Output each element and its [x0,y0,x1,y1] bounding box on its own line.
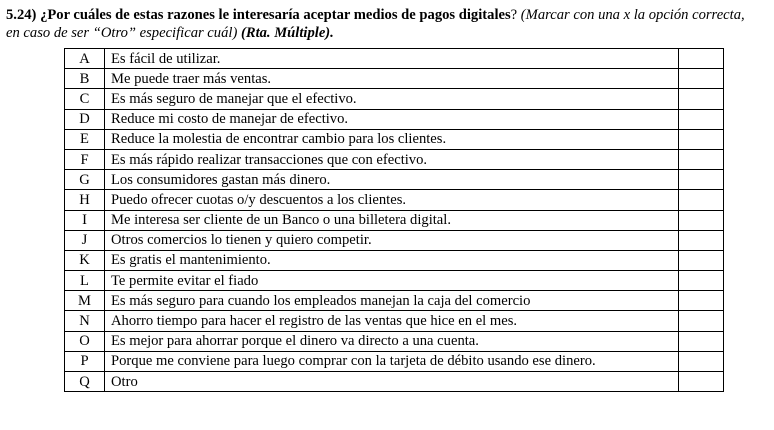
option-mark-cell[interactable] [679,69,724,89]
option-mark-cell[interactable] [679,109,724,129]
option-row [65,69,724,89]
option-row [65,170,724,190]
option-text: Reduce la molestia de encontrar cambio para los clientes. [105,129,679,149]
option-mark-cell[interactable] [679,331,724,351]
option-row [65,210,724,230]
option-text: Me puede traer más ventas. [105,69,679,89]
option-text: Ahorro tiempo para hacer el registro de las ventas que hice en el mes. [105,311,679,331]
option-mark-cell[interactable] [679,271,724,291]
option-row [65,89,724,109]
option-text: Porque me conviene para luego comprar con la tarjeta de débito usando ese dinero. [105,351,679,371]
option-text: Es más seguro de manejar que el efectivo. [105,89,679,109]
option-row [65,149,724,169]
option-text: Puedo ofrecer cuotas o/y descuentos a los clientes. [105,190,679,210]
option-letter: E [65,129,105,149]
option-mark-cell[interactable] [679,230,724,250]
option-letter: O [65,331,105,351]
option-letter: J [65,230,105,250]
option-row [65,311,724,331]
option-row [65,129,724,149]
option-text: Reduce mi costo de manejar de efectivo. [105,109,679,129]
option-text: Es gratis el mantenimiento. [105,250,679,270]
option-letter: A [65,49,105,69]
question-instructions: (Marcar con una x la opción correcta, en caso de ser “Otro” especificar cuál) [6,7,745,41]
option-mark-cell[interactable] [679,129,724,149]
option-mark-cell[interactable] [679,351,724,371]
option-row [65,372,724,392]
option-row [65,49,724,69]
option-row [65,250,724,270]
option-letter: P [65,351,105,371]
option-letter: B [65,69,105,89]
options-table [64,48,724,392]
option-letter: K [65,250,105,270]
option-letter: N [65,311,105,331]
option-mark-cell[interactable] [679,89,724,109]
option-row [65,230,724,250]
option-text: Me interesa ser cliente de un Banco o una billetera digital. [105,210,679,230]
option-letter: G [65,170,105,190]
option-text: Es fácil de utilizar. [105,49,679,69]
question-heading [6,6,746,42]
option-mark-cell[interactable] [679,170,724,190]
option-mark-cell[interactable] [679,49,724,69]
option-mark-cell[interactable] [679,149,724,169]
option-letter: H [65,190,105,210]
option-text: Otro [105,372,679,392]
multiple-answer-note: (Rta. Múltiple). [240,25,334,41]
option-row [65,351,724,371]
option-mark-cell[interactable] [679,372,724,392]
option-mark-cell[interactable] [679,291,724,311]
option-letter: C [65,89,105,109]
option-letter: F [65,149,105,169]
option-mark-cell[interactable] [679,311,724,331]
option-letter: Q [65,372,105,392]
option-text: Los consumidores gastan más dinero. [105,170,679,190]
option-text: Es más seguro para cuando los empleados manejan la caja del comercio [105,291,679,311]
option-row [65,190,724,210]
option-row [65,331,724,351]
question-mark: ? [510,7,518,23]
option-text: Es más rápido realizar transacciones que con efectivo. [105,149,679,169]
option-row [65,291,724,311]
option-text: Es mejor para ahorrar porque el dinero va directo a una cuenta. [105,331,679,351]
option-letter: I [65,210,105,230]
question-text: ¿Por cuáles de estas razones le interesaría aceptar medios de pagos digitales [40,7,511,23]
option-letter: D [65,109,105,129]
option-row [65,271,724,291]
option-letter: L [65,271,105,291]
option-mark-cell[interactable] [679,190,724,210]
option-text: Te permite evitar el fiado [105,271,679,291]
option-mark-cell[interactable] [679,210,724,230]
option-letter: M [65,291,105,311]
options-table-body [65,49,724,392]
option-text: Otros comercios lo tienen y quiero competir. [105,230,679,250]
question-number: 5.24) [6,7,37,23]
option-row [65,109,724,129]
option-mark-cell[interactable] [679,250,724,270]
